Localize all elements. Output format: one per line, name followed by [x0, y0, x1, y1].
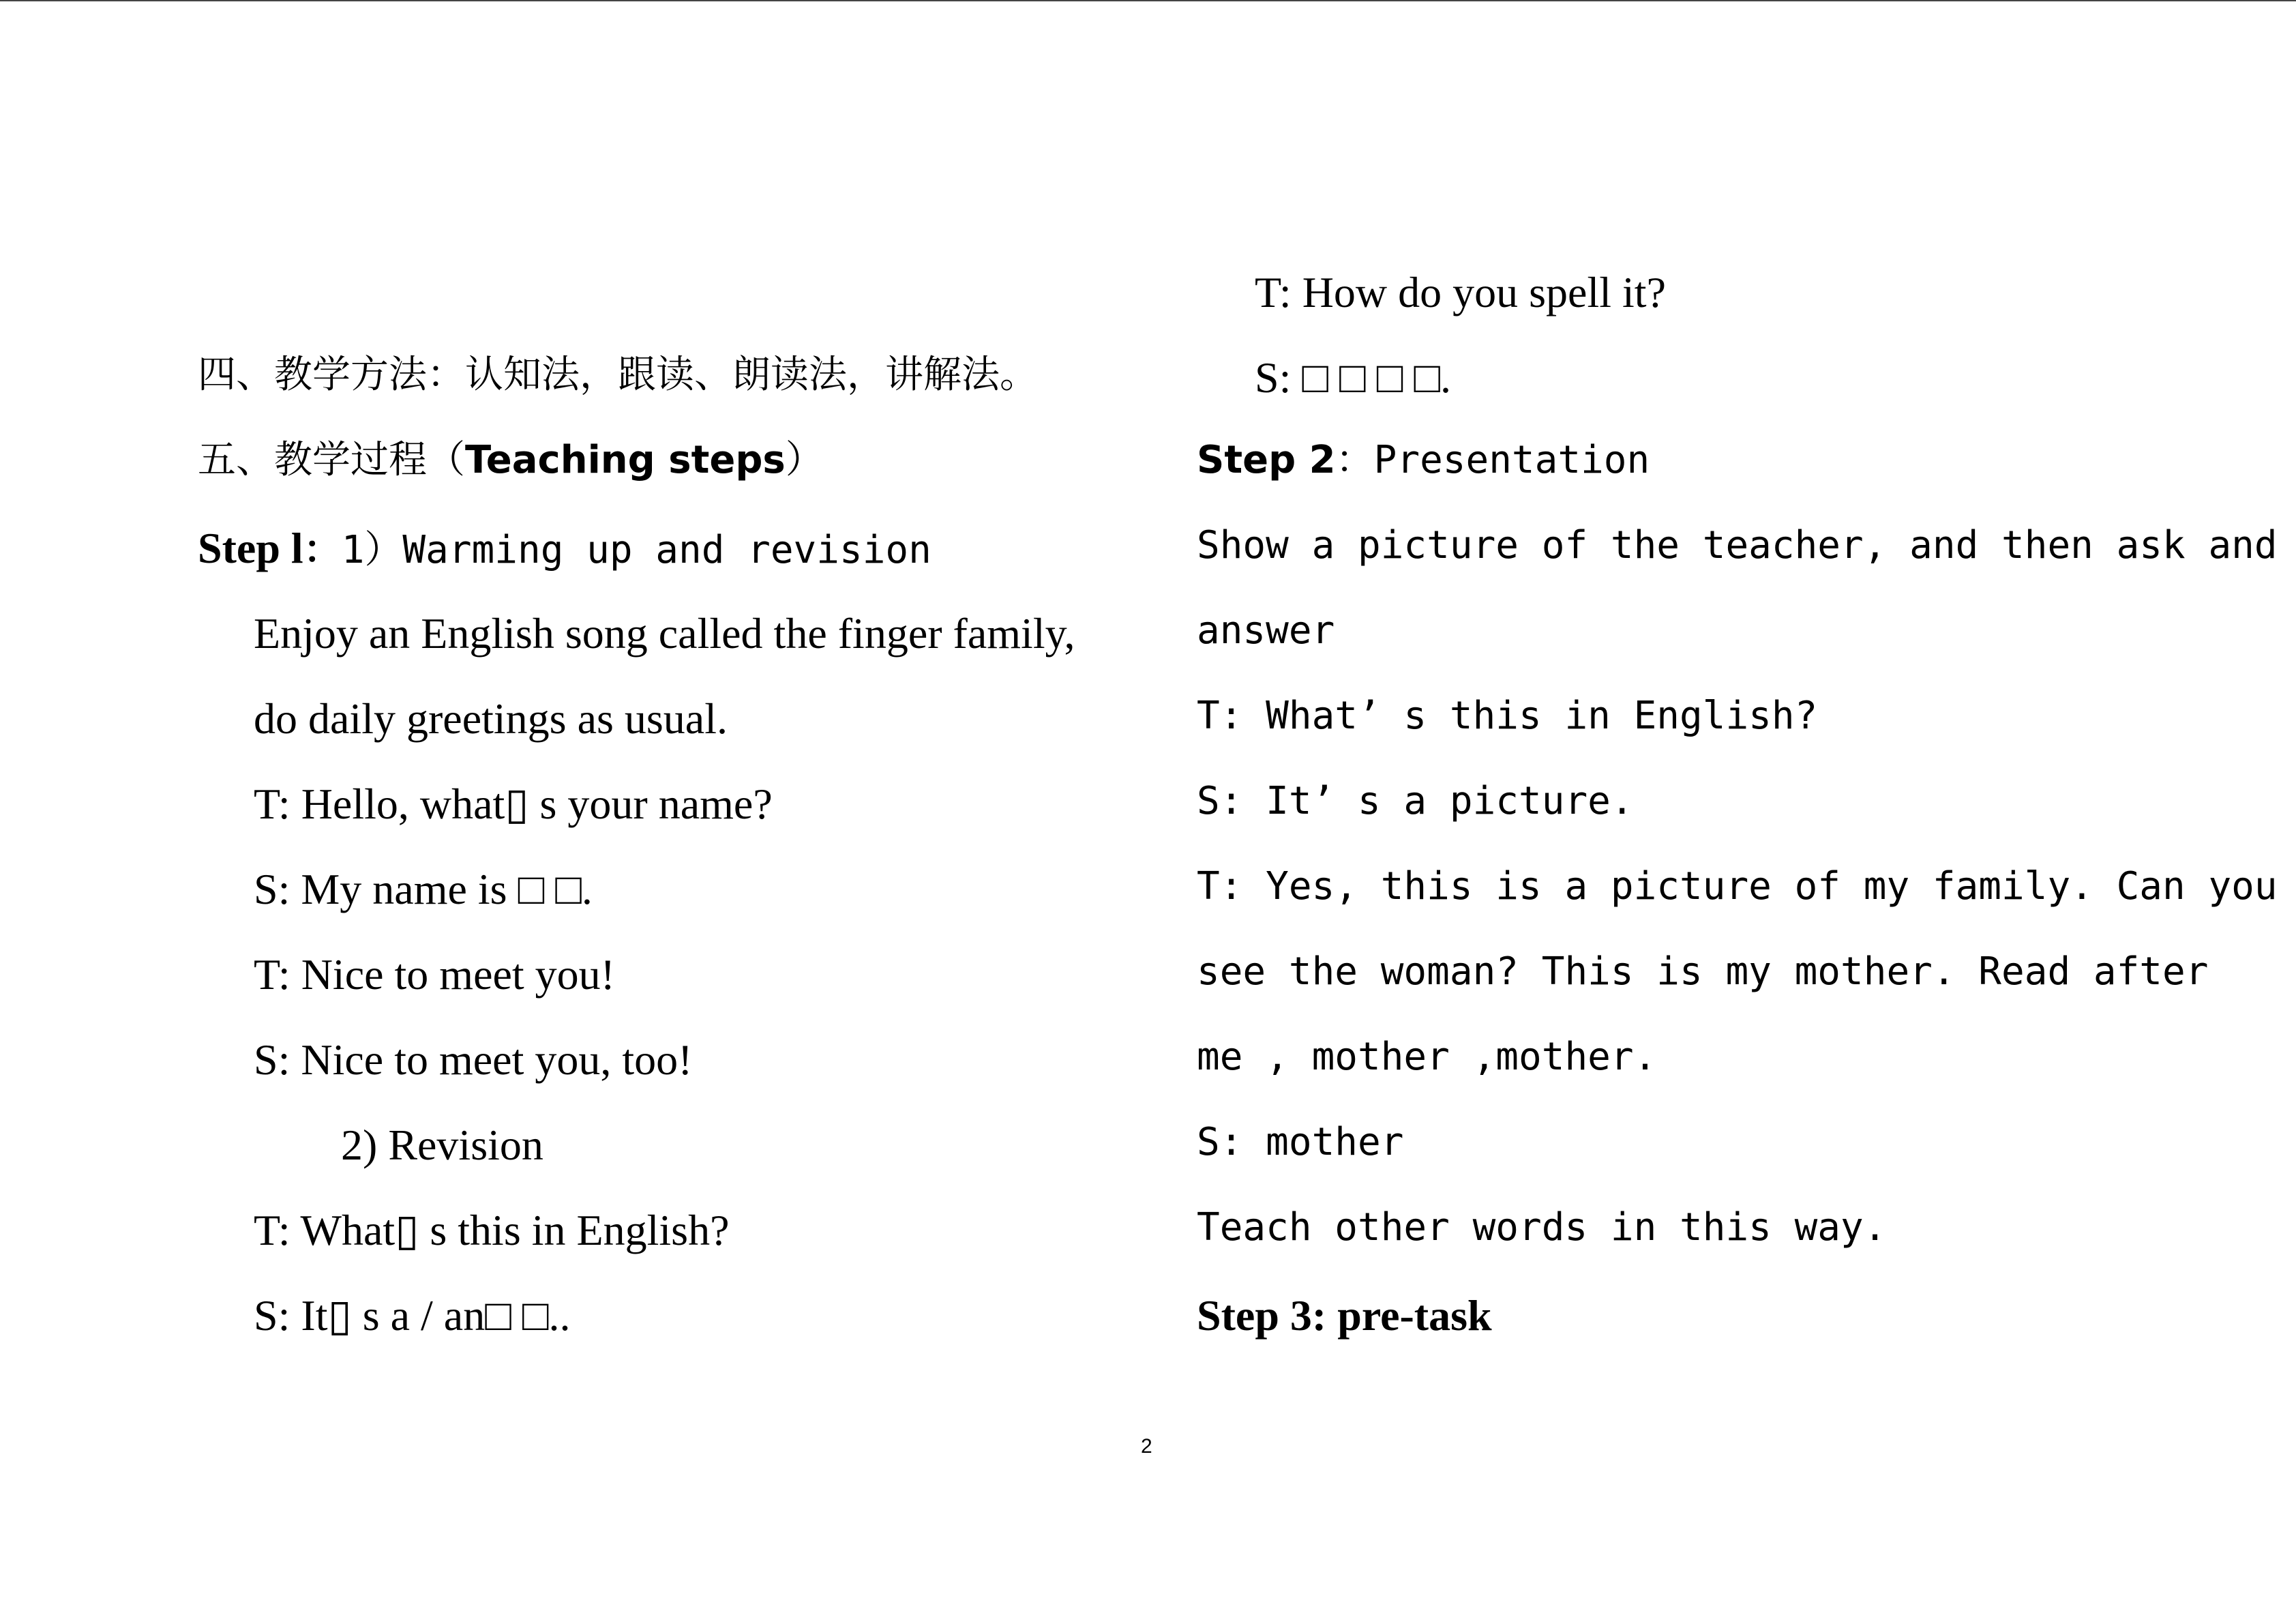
step1-heading — [198, 524, 931, 572]
see-woman-line: see the woman? This is my mother. Read after — [1197, 949, 2209, 994]
step2-label: Step 2 — [1197, 438, 1336, 482]
step3-heading: Step 3: pre-task — [1197, 1291, 1492, 1340]
teaching-process-heading — [198, 438, 824, 482]
dialogue-t-nice: T: Nice to meet you! — [254, 950, 615, 999]
dialogue-t-spell: T: How do you spell it? — [1255, 268, 1666, 316]
dialogue-s-nice: S: Nice to meet you, too! — [254, 1035, 693, 1084]
dialogue-s-mother: S: mother — [1197, 1120, 1404, 1164]
dialogue-t-what: T: What▯ s this in English? — [254, 1206, 730, 1254]
dialogue-s-name: S: My name is □ □. — [254, 865, 593, 913]
read-after-me-line: me , mother ,mother. — [1197, 1035, 1657, 1079]
step2-text: Presentation — [1373, 438, 1650, 482]
process-bold: Teaching steps — [465, 438, 786, 482]
page-number: 2 — [1141, 1435, 1152, 1458]
show-picture-line-2: answer — [1197, 608, 1335, 653]
dialogue-s-picture: S: It’ s a picture. — [1197, 779, 1634, 823]
process-prefix: 五、教学过程（ — [198, 438, 465, 482]
dialogue-t-what-right: T: What’ s this in English? — [1197, 694, 1818, 738]
daily-greetings-line: do daily greetings as usual. — [254, 694, 728, 743]
enjoy-song-line: Enjoy an English song called the finger family, — [254, 609, 1075, 658]
step1-label: Step l — [198, 524, 303, 572]
step1-colon: ： — [303, 528, 342, 572]
step2-colon: ： — [1335, 438, 1374, 482]
teaching-methods-line: 四、教学方法：认知法，跟读、朗读法，讲解法。 — [198, 353, 1038, 397]
process-suffix: ） — [785, 438, 824, 482]
step1-text: 1）Warming up and revision — [341, 528, 931, 572]
step2-heading — [1197, 438, 1650, 482]
dialogue-s-its: S: It▯ s a / an□ □.. — [254, 1291, 571, 1340]
teach-other-words-line: Teach other words in this way. — [1197, 1205, 1887, 1250]
dialogue-s-spell: S: □ □ □ □. — [1255, 353, 1451, 402]
revision-subheading: 2) Revision — [341, 1121, 543, 1169]
dialogue-t-hello: T: Hello, what▯ s your name? — [254, 780, 773, 828]
dialogue-t-yes: T: Yes, this is a picture of my family. Can you — [1197, 864, 2278, 909]
show-picture-line-1: Show a picture of the teacher, and then ask and — [1197, 523, 2278, 567]
